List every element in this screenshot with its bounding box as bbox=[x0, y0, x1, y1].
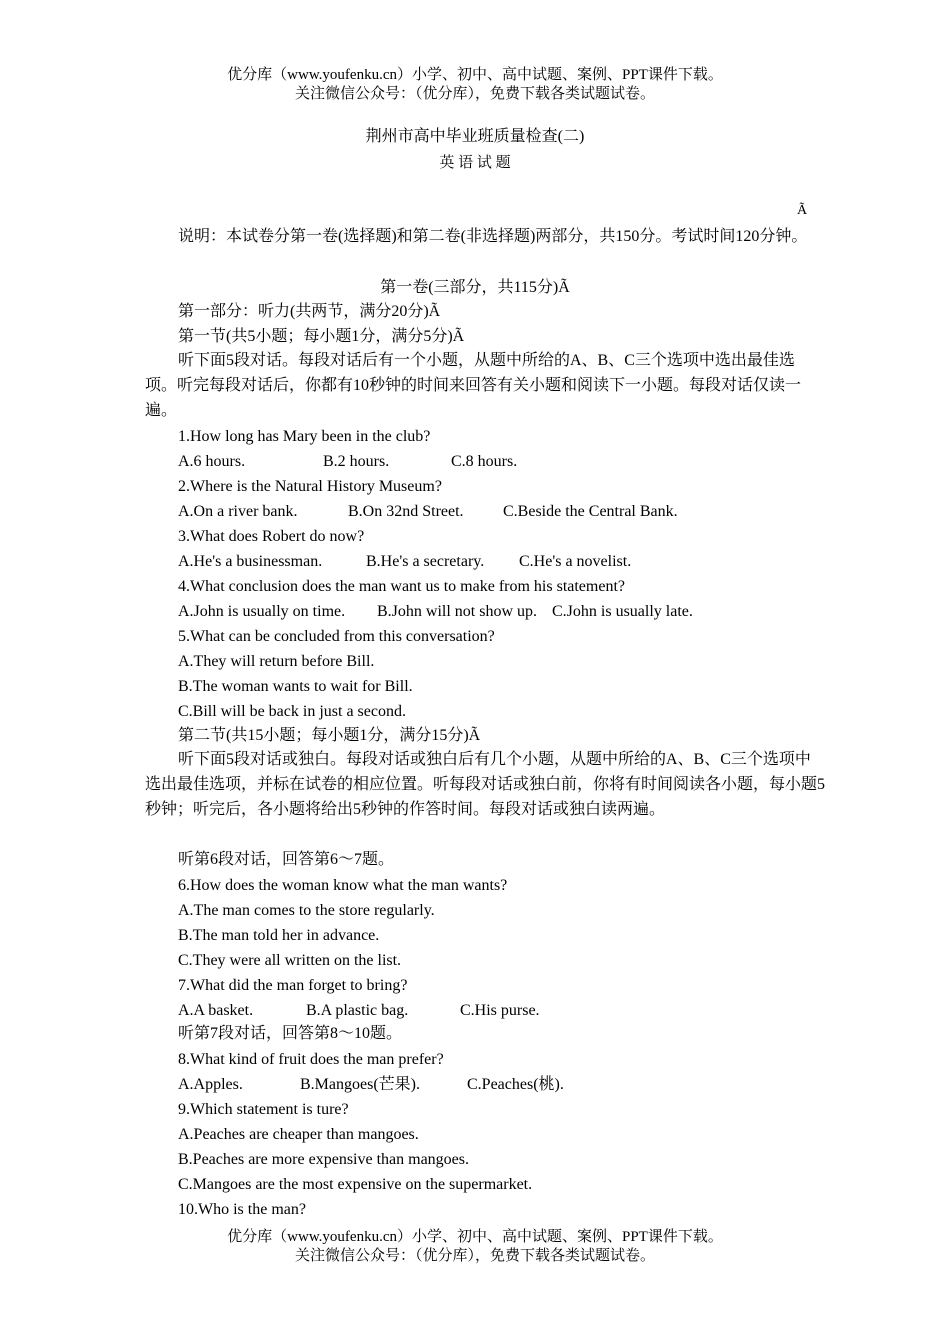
option-c: C.Bill will be back in just a second. bbox=[178, 703, 406, 720]
section1-heading: 第一节(共5小题；每小题1分，满分5分)Ã bbox=[178, 328, 465, 345]
question-3-options bbox=[178, 552, 631, 572]
question-5: 5.What can be concluded from this conversation? bbox=[178, 628, 495, 645]
option-c: C.John is usually late. bbox=[552, 603, 693, 620]
option-b: B.Peaches are more expensive than mangoes. bbox=[178, 1151, 470, 1168]
option-a: A.6 hours. bbox=[178, 453, 246, 470]
question-7: 7.What did the man forget to bring? bbox=[178, 977, 408, 994]
question-4-options bbox=[178, 602, 693, 622]
footer-line-2: 关注微信公众号：（优分库），免费下载各类试题试卷。 bbox=[294, 1248, 655, 1264]
option-c: C.His purse. bbox=[460, 1002, 540, 1019]
title-mark: Ã bbox=[797, 203, 808, 218]
option-b: B.Mangoes(芒果). bbox=[300, 1076, 420, 1093]
question-6: 6.How does the woman know what the man wants? bbox=[178, 877, 508, 894]
option-a: A.He's a businessman. bbox=[178, 553, 323, 570]
exam-subtitle: 英 语 试 题 bbox=[439, 155, 511, 171]
header-line-2: 关注微信公众号：（优分库），免费下载各类试题试卷。 bbox=[294, 86, 655, 102]
option-b: B.2 hours. bbox=[323, 453, 390, 470]
option-c: C.Mangoes are the most expensive on the supermarket. bbox=[178, 1176, 533, 1193]
intro-text: 说明：本试卷分第一卷(选择题)和第二卷(非选择题)两部分，共150分。考试时间120分钟。 bbox=[178, 228, 808, 245]
option-a: A.Apples. bbox=[178, 1076, 243, 1093]
question-7-options bbox=[178, 1001, 540, 1021]
option-a: A.On a river bank. bbox=[178, 503, 298, 520]
question-2-options bbox=[178, 502, 678, 522]
question-3: 3.What does Robert do now? bbox=[178, 528, 365, 545]
option-a: A.The man comes to the store regularly. bbox=[178, 902, 435, 919]
option-b: B.He's a secretary. bbox=[366, 553, 485, 570]
exam-title: 荆州市高中毕业班质量检查(二) bbox=[365, 128, 585, 145]
option-b: B.The man told her in advance. bbox=[178, 927, 380, 944]
volume-heading: 第一卷(三部分，共115分)Ã bbox=[380, 279, 570, 296]
option-b: B.On 32nd Street. bbox=[348, 503, 464, 520]
section2-heading: 第二节(共15小题；每小题1分，满分15分)Ã bbox=[178, 727, 481, 744]
option-a: A.They will return before Bill. bbox=[178, 653, 375, 670]
option-c: C.They were all written on the list. bbox=[178, 952, 402, 969]
question-8: 8.What kind of fruit does the man prefer? bbox=[178, 1051, 444, 1068]
option-a: A.Peaches are cheaper than mangoes. bbox=[178, 1126, 419, 1143]
question-9: 9.Which statement is ture? bbox=[178, 1101, 349, 1118]
question-1: 1.How long has Mary been in the club? bbox=[178, 428, 431, 445]
part1-heading: 第一部分：听力(共两节，满分20分)Ã bbox=[178, 303, 441, 320]
question-10: 10.Who is the man? bbox=[178, 1201, 306, 1218]
option-a: A.A basket. bbox=[178, 1002, 254, 1019]
option-c: C.Peaches(桃). bbox=[467, 1076, 564, 1093]
option-b: B.A plastic bag. bbox=[306, 1002, 409, 1019]
question-8-options bbox=[178, 1075, 564, 1095]
question-2: 2.Where is the Natural History Museum? bbox=[178, 478, 442, 495]
option-b: B.The woman wants to wait for Bill. bbox=[178, 678, 413, 695]
section1-instructions: 听下面5段对话。每段对话后有一个小题，从题中所给的A、B、C三个选项中选出最佳选项。听完每段对话后，你都有10秒钟的时间来回答有关小题和阅读下一小题。每段对话仅读一遍。 bbox=[145, 352, 802, 419]
option-c: C.Beside the Central Bank. bbox=[503, 503, 678, 520]
footer-line-1: 优分库（www.youfenku.cn）小学、初中、高中试题、案例、PPT课件下载。 bbox=[227, 1229, 723, 1245]
question-4: 4.What conclusion does the man want us to make from his statement? bbox=[178, 578, 625, 595]
option-b: B.John will not show up. bbox=[377, 603, 538, 620]
option-c: C.He's a novelist. bbox=[519, 553, 632, 570]
option-c: C.8 hours. bbox=[451, 453, 518, 470]
question-1-options bbox=[178, 452, 517, 472]
header-line-1: 优分库（www.youfenku.cn）小学、初中、高中试题、案例、PPT课件下载。 bbox=[227, 67, 723, 83]
dialog-7-heading: 听第7段对话，回答第8～10题。 bbox=[178, 1025, 403, 1042]
section2-instructions: 听下面5段对话或独白。每段对话或独白后有几个小题，从题中所给的A、B、C三个选项中选出最佳选项，并标在试卷的相应位置。听每段对话或独白前，你将有时间阅读各小题，每小题5秒钟；听完后，各小题将给出5秒钟的作答时间。每段对话或独白读两遍。 bbox=[145, 751, 826, 818]
dialog-6-heading: 听第6段对话，回答第6～7题。 bbox=[178, 851, 395, 868]
option-a: A.John is usually on time. bbox=[178, 603, 346, 620]
